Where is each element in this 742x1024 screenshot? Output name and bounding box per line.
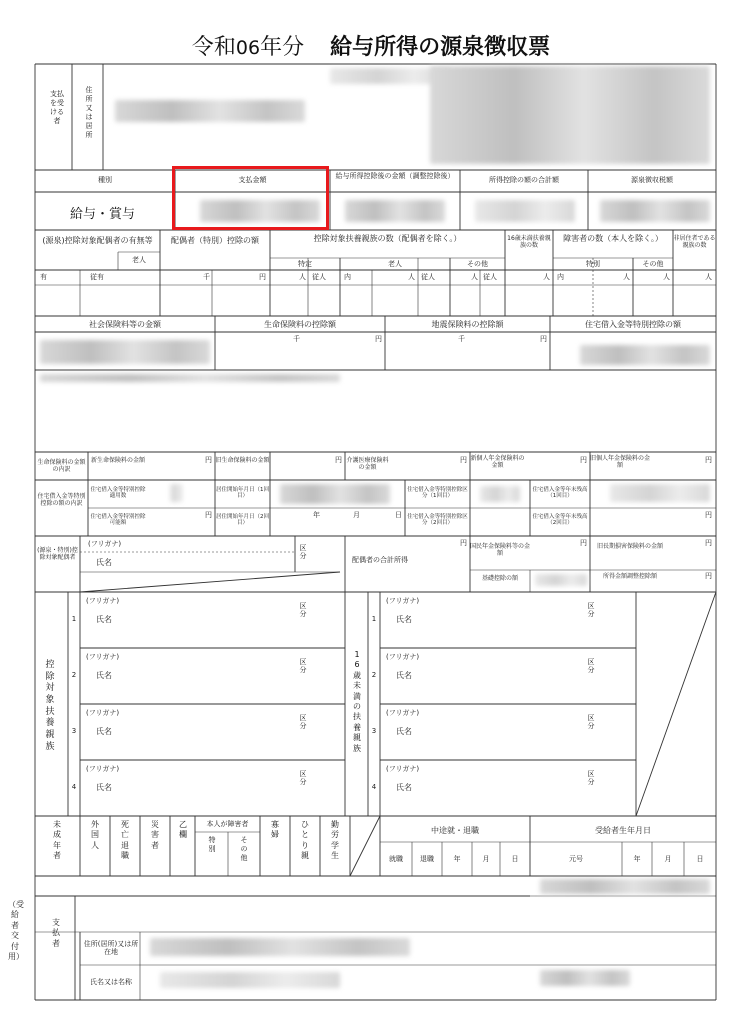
balance-1-label: 住宅借入金等年末残高（1回目） xyxy=(532,487,588,500)
death-label: 死亡退職 xyxy=(121,820,129,861)
life-insurance-header: 生命保険料の控除額 xyxy=(264,320,336,329)
old-life-en: 円 xyxy=(335,456,342,464)
redacted-payer-name xyxy=(160,972,340,988)
nin-unit-6: 人 xyxy=(663,273,670,281)
old-pension-en: 円 xyxy=(705,456,712,464)
birth-label: 受給者生年月日 xyxy=(595,826,651,835)
dep-right-furigana-4: (フリガナ) xyxy=(386,765,420,773)
jyunin-unit-1: 従人 xyxy=(312,273,326,281)
nin-unit-7: 人 xyxy=(705,273,712,281)
year-unit: 年 xyxy=(313,511,320,519)
spouse-special-header: 配偶者（特別）控除の額 xyxy=(171,236,259,245)
disabled-self-label: 本人が障害者 xyxy=(206,820,249,828)
national-pension-label: 国民年金保険料等の金額 xyxy=(470,543,531,557)
redacted-balance-1 xyxy=(610,484,710,502)
redacted-birthdate xyxy=(540,879,710,894)
payer-address-label: 住所(居所)又は所在地 xyxy=(83,940,139,957)
housing-possible-en: 円 xyxy=(205,511,212,519)
redacted-basic-deduction xyxy=(535,574,587,586)
retired-label: 退職 xyxy=(420,855,434,863)
mid-day-unit: 日 xyxy=(511,855,519,863)
care-en: 円 xyxy=(460,456,467,464)
payee-label: 支払を受ける者 xyxy=(50,90,64,126)
housing-possible-label: 住宅借入金等特別控除可能額 xyxy=(90,514,146,527)
new-life-en: 円 xyxy=(205,456,212,464)
otsu-label: 乙欄 xyxy=(179,820,187,840)
start-date-2-label: 居住開始年月日（2回目） xyxy=(216,514,269,527)
dep-right-num-4: 4 xyxy=(371,783,377,791)
nin-unit-2: 人 xyxy=(408,273,415,281)
dep-right-num-3: 3 xyxy=(371,727,377,735)
dep-left-kubun-3: 区分 xyxy=(299,714,307,731)
new-pension-label: 新個人年金保険料の金額 xyxy=(470,455,525,469)
uchi-unit-1: 内 xyxy=(344,273,351,281)
under16-list-label: 16歳未満の扶養親族 xyxy=(353,650,361,753)
single-parent-label: ひとり親 xyxy=(301,820,309,861)
spouse-income-en: 円 xyxy=(460,539,467,547)
payer-name-label: 氏名又は名称 xyxy=(90,978,132,986)
sen-unit-1: 千 xyxy=(203,273,210,281)
midyear-label: 中途就・退職 xyxy=(431,826,479,835)
spouse-header: (源泉)控除対象配偶者の有無等 xyxy=(42,236,153,245)
disabled-other-label: その他 xyxy=(642,260,664,268)
disaster-label: 災害者 xyxy=(151,820,159,850)
withholding-header: 源泉徴収税額 xyxy=(631,176,673,184)
en-unit-1: 円 xyxy=(259,273,266,281)
dep-left-name-1: 氏名 xyxy=(96,615,112,624)
dep-right-kubun-2: 区分 xyxy=(587,658,595,675)
mid-month-unit: 月 xyxy=(482,855,490,863)
national-pension-en: 円 xyxy=(580,539,587,547)
widow-label: 寡婦 xyxy=(271,820,279,840)
redacted-category-1 xyxy=(480,486,520,502)
spouse-kubun-label: 区分 xyxy=(299,544,307,561)
balance-2-label: 住宅借入金等年末残高（2回目） xyxy=(532,514,588,527)
dep-left-num-2: 2 xyxy=(71,671,77,679)
care-label: 介護医療保険料の金額 xyxy=(346,457,389,471)
dep-right-kubun-3: 区分 xyxy=(587,714,595,731)
redacted-payee-name xyxy=(430,66,710,164)
title-era: 令和 xyxy=(191,35,236,60)
payment-header: 支払金額 xyxy=(238,176,267,184)
minor-label: 未成年者 xyxy=(53,820,61,861)
birth-day-unit: 日 xyxy=(696,855,704,863)
elderly-label: 老人 xyxy=(132,256,146,264)
payment-amount-highlight xyxy=(172,166,329,230)
dep-right-furigana-2: (フリガナ) xyxy=(386,653,420,661)
redacted-after-deduction xyxy=(345,200,445,222)
social-insurance-header: 社会保険料等の金額 xyxy=(89,320,161,329)
earthquake-en-unit: 円 xyxy=(540,335,547,343)
dep-right-num-1: 1 xyxy=(371,615,377,623)
dep-left-num-1: 1 xyxy=(71,615,77,623)
under16-header: 16歳未満扶養親族の数 xyxy=(507,235,551,249)
dep-left-furigana-1: (フリガナ) xyxy=(86,597,120,605)
nin-unit-1: 人 xyxy=(299,273,306,281)
old-life-label: 旧生命保険料の金額 xyxy=(215,457,270,464)
life-detail-label: 生命保険料の金額の内訳 xyxy=(37,459,86,473)
life-sen-unit: 千 xyxy=(293,335,300,343)
kind-value: 給与・賞与 xyxy=(70,207,136,222)
dep-right-kubun-1: 区分 xyxy=(587,602,595,619)
dep-right-num-2: 2 xyxy=(371,671,377,679)
uchi-unit-2: 内 xyxy=(557,273,564,281)
dep-left-furigana-2: (フリガナ) xyxy=(86,653,120,661)
dep-left-furigana-3: (フリガナ) xyxy=(86,709,120,717)
birth-era-label: 元号 xyxy=(569,855,583,863)
income-adjust-en: 円 xyxy=(705,572,712,580)
life-en-unit: 円 xyxy=(375,335,382,343)
balance-2-en: 円 xyxy=(705,511,712,519)
spouse-furigana-label: (フリガナ) xyxy=(88,540,122,548)
dep-left-kubun-2: 区分 xyxy=(299,658,307,675)
dep-right-name-4: 氏名 xyxy=(396,783,412,792)
disabled-special-box: 特別 xyxy=(208,836,216,854)
category-1-label: 住宅借入金等特別控除区分（1回目） xyxy=(407,487,468,500)
redacted-summary-note xyxy=(40,374,340,382)
old-long-term-label: 旧長期損害保険料の金額 xyxy=(596,543,663,550)
housing-detail-label: 住宅借入金等特別控除の額の内訳 xyxy=(37,493,86,507)
housing-count-label: 住宅借入金等特別控除適用数 xyxy=(90,487,146,500)
dep-left-furigana-4: (フリガナ) xyxy=(86,765,120,773)
earthquake-insurance-header: 地震保険料の控除額 xyxy=(431,320,504,329)
subordinate-label: 従有 xyxy=(90,273,104,281)
student-label: 勤労学生 xyxy=(331,820,339,861)
elderly2-label: 老人 xyxy=(388,260,402,268)
housing-loan-header: 住宅借入金等特別控除の額 xyxy=(585,320,681,329)
dep-right-furigana-1: (フリガナ) xyxy=(386,597,420,605)
kind-header: 種別 xyxy=(98,176,112,184)
address-label: 住所又は居所 xyxy=(85,86,93,140)
old-pension-label: 旧個人年金保険料の金額 xyxy=(590,455,651,469)
redacted-payee-address xyxy=(115,100,305,122)
payer-label: 支払者 xyxy=(52,918,60,948)
old-long-term-en: 円 xyxy=(705,539,712,547)
disabled-other-box: その他 xyxy=(240,836,248,863)
foreign-label: 外国人 xyxy=(91,820,99,850)
redacted-payer-address xyxy=(150,938,410,956)
redacted-deduction-total xyxy=(475,200,575,222)
dep-left-num-4: 4 xyxy=(71,783,77,791)
have-label: 有 xyxy=(40,273,47,281)
nin-unit-4: 人 xyxy=(543,273,550,281)
category-2-label: 住宅借入金等特別控除区分（2回目） xyxy=(407,514,468,527)
specific-label: 特定 xyxy=(298,260,312,268)
spouse-income-label: 配偶者の合計所得 xyxy=(352,556,408,564)
jyunin-unit-3: 従人 xyxy=(483,273,497,281)
spouse-name-label: 氏名 xyxy=(96,558,112,567)
month-unit: 月 xyxy=(353,511,360,519)
mid-year-unit: 年 xyxy=(453,855,461,863)
dep-left-name-2: 氏名 xyxy=(96,671,112,680)
redacted-housing-count xyxy=(170,484,182,502)
redacted-start-date-1 xyxy=(280,484,390,504)
day-unit: 日 xyxy=(395,511,402,519)
dependents-count-header: 控除対象扶養親族の数（配偶者を除く。） xyxy=(313,234,462,243)
nin-unit-3: 人 xyxy=(471,273,478,281)
redacted-social-insurance xyxy=(40,340,210,364)
deduction-total-header: 所得控除の額の合計額 xyxy=(489,176,559,184)
nonresident-header: 非居住者である親族の数 xyxy=(673,235,716,249)
disabled-special-label: 特別 xyxy=(586,260,600,268)
new-life-label: 新生命保険料の金額 xyxy=(90,457,145,464)
dep-left-kubun-4: 区分 xyxy=(299,770,307,787)
income-adjust-label: 所得金額調整控除額 xyxy=(602,573,657,580)
title-suffix: 年分 xyxy=(260,35,305,60)
dep-right-kubun-4: 区分 xyxy=(587,770,595,787)
redacted-withholding-tax xyxy=(600,200,710,222)
jyunin-unit-2: 従人 xyxy=(421,273,435,281)
other-label: その他 xyxy=(467,260,488,268)
dependents-list-label: 控除対象扶養親族 xyxy=(45,660,55,752)
start-date-1-label: 居住開始年月日（1回目） xyxy=(216,487,269,500)
earthquake-sen-unit: 千 xyxy=(458,335,465,343)
dep-left-name-4: 氏名 xyxy=(96,783,112,792)
basic-deduction-label: 基礎控除の額 xyxy=(481,575,518,582)
redacted-housing-loan xyxy=(580,345,710,365)
dep-right-name-1: 氏名 xyxy=(396,615,412,624)
birth-month-unit: 月 xyxy=(664,855,672,863)
dep-right-name-3: 氏名 xyxy=(396,727,412,736)
dep-left-name-3: 氏名 xyxy=(96,727,112,736)
birth-year-unit: 年 xyxy=(633,855,641,863)
recipient-copy-label: （受給者交付用） xyxy=(8,900,24,961)
dep-right-name-2: 氏名 xyxy=(396,671,412,680)
spouse-section-label: (源泉・特別)控除対象配偶者 xyxy=(37,547,78,561)
title-main: 給与所得の源泉徴収票 xyxy=(330,35,551,60)
title-year: 06 xyxy=(235,37,261,59)
employed-label: 就職 xyxy=(389,855,403,863)
nin-unit-5: 人 xyxy=(623,273,630,281)
dep-left-num-3: 3 xyxy=(71,727,77,735)
dep-left-kubun-1: 区分 xyxy=(299,602,307,619)
dep-right-furigana-3: (フリガナ) xyxy=(386,709,420,717)
after-deduction-header: 給与所得控除後の金額（調整控除後） xyxy=(335,172,455,180)
redacted-payer-phone xyxy=(540,970,630,986)
disabled-header: 障害者の数（本人を除く。） xyxy=(563,234,663,243)
new-pension-en: 円 xyxy=(580,456,587,464)
